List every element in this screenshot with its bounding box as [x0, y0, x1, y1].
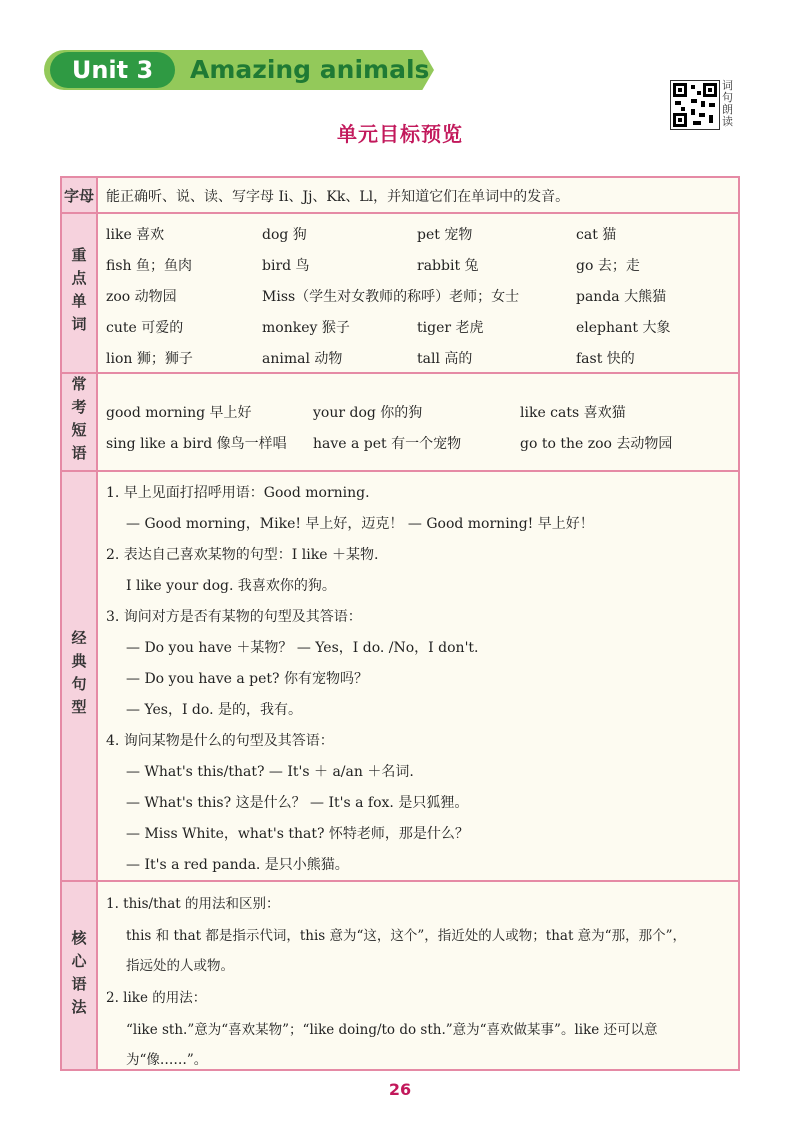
word-cell: Miss（学生对女教师的称呼）老师；女士 — [262, 289, 520, 305]
sentences-list — [106, 472, 732, 880]
grammar-line: this 和 that 都是指示代词，this 意为“这，这个”，指近处的人或物；that 意为“那，那个”， — [126, 928, 686, 944]
letters-text: 能正确听、说、读、写字母 Ii、Jj、Kk、Ll，并知道它们在单词中的发音。 — [106, 189, 570, 205]
sentence-line: 3. 询问对方是否有某物的句型及其答语： — [106, 609, 362, 625]
phrase-cell: like cats 喜欢猫 — [520, 405, 626, 421]
sentence-line: I like your dog. 我喜欢你的狗。 — [126, 578, 336, 594]
unit-number: Unit 3 — [50, 52, 175, 88]
sentence-line: — Yes，I do. 是的，我有。 — [126, 702, 302, 718]
unit-title: Amazing animals — [190, 55, 430, 84]
phrase-cell: your dog 你的狗 — [313, 405, 423, 421]
sentence-line: — What's this/that? — It's ＋ a/an ＋名词. — [126, 764, 414, 780]
grammar-line: 2. like 的用法： — [106, 990, 207, 1006]
word-cell: elephant 大象 — [576, 320, 671, 336]
grammar-line: 为“像……”。 — [126, 1052, 208, 1068]
qr-label: 词句朗读 — [722, 79, 733, 128]
word-cell: fast 快的 — [576, 351, 635, 367]
word-cell: rabbit 兔 — [417, 258, 479, 274]
grammar-line: 1. this/that 的用法和区别： — [106, 896, 280, 912]
word-cell: bird 鸟 — [262, 258, 310, 274]
key-words-grid — [106, 214, 732, 372]
grammar-row — [62, 880, 738, 1069]
sentences-row — [62, 470, 738, 880]
sentence-line: — What's this? 这是什么？ — It's a fox. 是只狐狸。 — [126, 795, 469, 811]
grammar-line: “like sth.”意为“喜欢某物”；“like doing/to do sth.”意为“喜欢做某事”。like 还可以意 — [126, 1022, 658, 1038]
phrases-row — [62, 372, 738, 470]
grammar-line: 指远处的人或物。 — [126, 958, 234, 974]
letters-row — [62, 178, 738, 212]
word-cell: like 喜欢 — [106, 227, 165, 243]
grammar-list — [106, 882, 732, 1069]
sentence-line: — Good morning，Mike! 早上好，迈克！ — Good morning! 早上好！ — [126, 516, 594, 532]
sentence-line: 1. 早上见面打招呼用语：Good morning. — [106, 485, 370, 501]
word-cell: zoo 动物园 — [106, 289, 177, 305]
grammar-label: 核心语法 — [62, 882, 98, 1069]
word-cell: fish 鱼；鱼肉 — [106, 258, 192, 274]
sentence-line: — Do you have ＋某物？ — Yes，I do. /No，I don't. — [126, 640, 479, 656]
unit-goals-table — [60, 176, 740, 1071]
phrase-cell: good morning 早上好 — [106, 405, 252, 421]
word-cell: cat 猫 — [576, 227, 617, 243]
word-cell: cute 可爱的 — [106, 320, 184, 336]
word-cell: pet 宠物 — [417, 227, 473, 243]
sentence-line: 4. 询问某物是什么的句型及其答语： — [106, 733, 334, 749]
word-cell: tiger 老虎 — [417, 320, 484, 336]
phrases-label: 常考短语 — [62, 374, 98, 470]
sentences-label: 经典句型 — [62, 472, 98, 880]
sentence-line: 2. 表达自己喜欢某物的句型：I like ＋某物. — [106, 547, 379, 563]
word-cell: monkey 猴子 — [262, 320, 350, 336]
sentence-line: — Miss White，what's that? 怀特老师，那是什么？ — [126, 826, 469, 842]
word-cell: lion 狮；狮子 — [106, 351, 193, 367]
key-words-row — [62, 212, 738, 372]
sentence-line: — Do you have a pet? 你有宠物吗？ — [126, 671, 368, 687]
phrases-grid — [106, 374, 732, 470]
word-cell: go 去；走 — [576, 258, 640, 274]
word-cell: dog 狗 — [262, 227, 307, 243]
letters-label: 字母 — [62, 178, 98, 212]
phrase-cell: sing like a bird 像鸟一样唱 — [106, 436, 287, 452]
phrase-cell: have a pet 有一个宠物 — [313, 436, 462, 452]
page-number: 26 — [388, 1080, 412, 1099]
word-cell: tall 高的 — [417, 351, 473, 367]
phrase-cell: go to the zoo 去动物园 — [520, 436, 673, 452]
key-words-label: 重点单词 — [62, 214, 98, 372]
sentence-line: — It's a red panda. 是只小熊猫。 — [126, 857, 349, 873]
word-cell: panda 大熊猫 — [576, 289, 667, 305]
word-cell: animal 动物 — [262, 351, 343, 367]
page-heading: 单元目标预览 — [337, 122, 463, 146]
